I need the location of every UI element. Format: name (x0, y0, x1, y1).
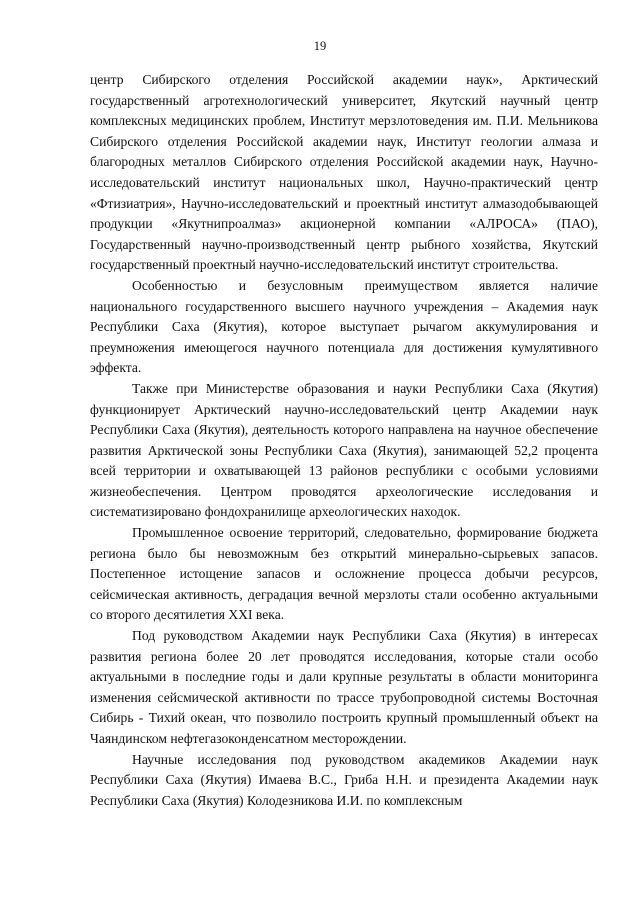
paragraph-continuation: центр Сибирского отделения Российской академии наук», Арктический государственный агротехнологический университет, Якутский научный центр комплексных медицинских проблем, Институт мерзлотоведения им. П.И. Мельникова Сибирского отделения Российской академии наук, Институт геологии алмаза и благородных металлов Сибирского отделения Российской академии наук, Научно-исследовательский институт национальных школ, Научно-практический центр «Фтизиатрия», Научно-исследовательский и проектный институт алмазодобывающей продукции «Якутнипроалмаз» акционерной компании «АЛРОСА» (ПАО), Государственный научно-производственный центр рыбного хозяйства, Якутский государственный проектный научно-исследовательский институт строительства. (90, 72, 598, 273)
body-text (90, 70, 598, 811)
page-number: 19 (313, 39, 327, 53)
paragraph-academy-advantage: Особенностью и безусловным преимуществом является наличие национального государственного высшего научного учреждения – Академия наук Республики Саха (Якутия), которое выступает рычагом аккумулирования и преумножения имеющегося научного потенциала для достижения кумулятивного эффекта. (90, 277, 598, 376)
paragraph-academicians-research: Научные исследования под руководством академиков Академии наук Республики Саха (Якутия) Имаева В.С., Гриба Н.Н. и президента Академии наук Республики Саха (Якутия) Колодезникова И.И. по комплексным (90, 751, 598, 808)
paragraph-industrial-development: Промышленное освоение территорий, следовательно, формирование бюджета региона было бы невозможным без открытий минерально-сырьевых запасов. Постепенное истощение запасов и осложнение процесса добычи ресурсов, сейсмическая активность, деградация вечной мерзлоты стали особенно актуальными со второго десятилетия XXI века. (90, 525, 598, 623)
paragraph-seismic-research: Под руководством Академии наук Республики Саха (Якутия) в интересах развития региона более 20 лет проводятся исследования, которые стали особо актуальными в последние годы и дали крупные результаты в области мониторинга изменения сейсмической активности по трассе трубопроводной системы Восточная Сибирь - Тихий океан, что позволило построить крупный промышленный объект на Чаяндинском нефтегазоконденсатном месторождении. (90, 628, 598, 746)
paragraph-arctic-center: Также при Министерстве образования и науки Республики Саха (Якутия) функционирует Арктический научно-исследовательский центр Академии наук Республики Саха (Якутия), деятельность которого направлена на научное обеспечение развития Арктической зоны Республики Саха (Якутия), занимающей 52,2 процента всей территории и охватывающей 13 районов республики с особыми условиями жизнеобеспечения. Центром проводятся археологические исследования и систематизировано фондохранилище археологических находок. (90, 380, 598, 520)
